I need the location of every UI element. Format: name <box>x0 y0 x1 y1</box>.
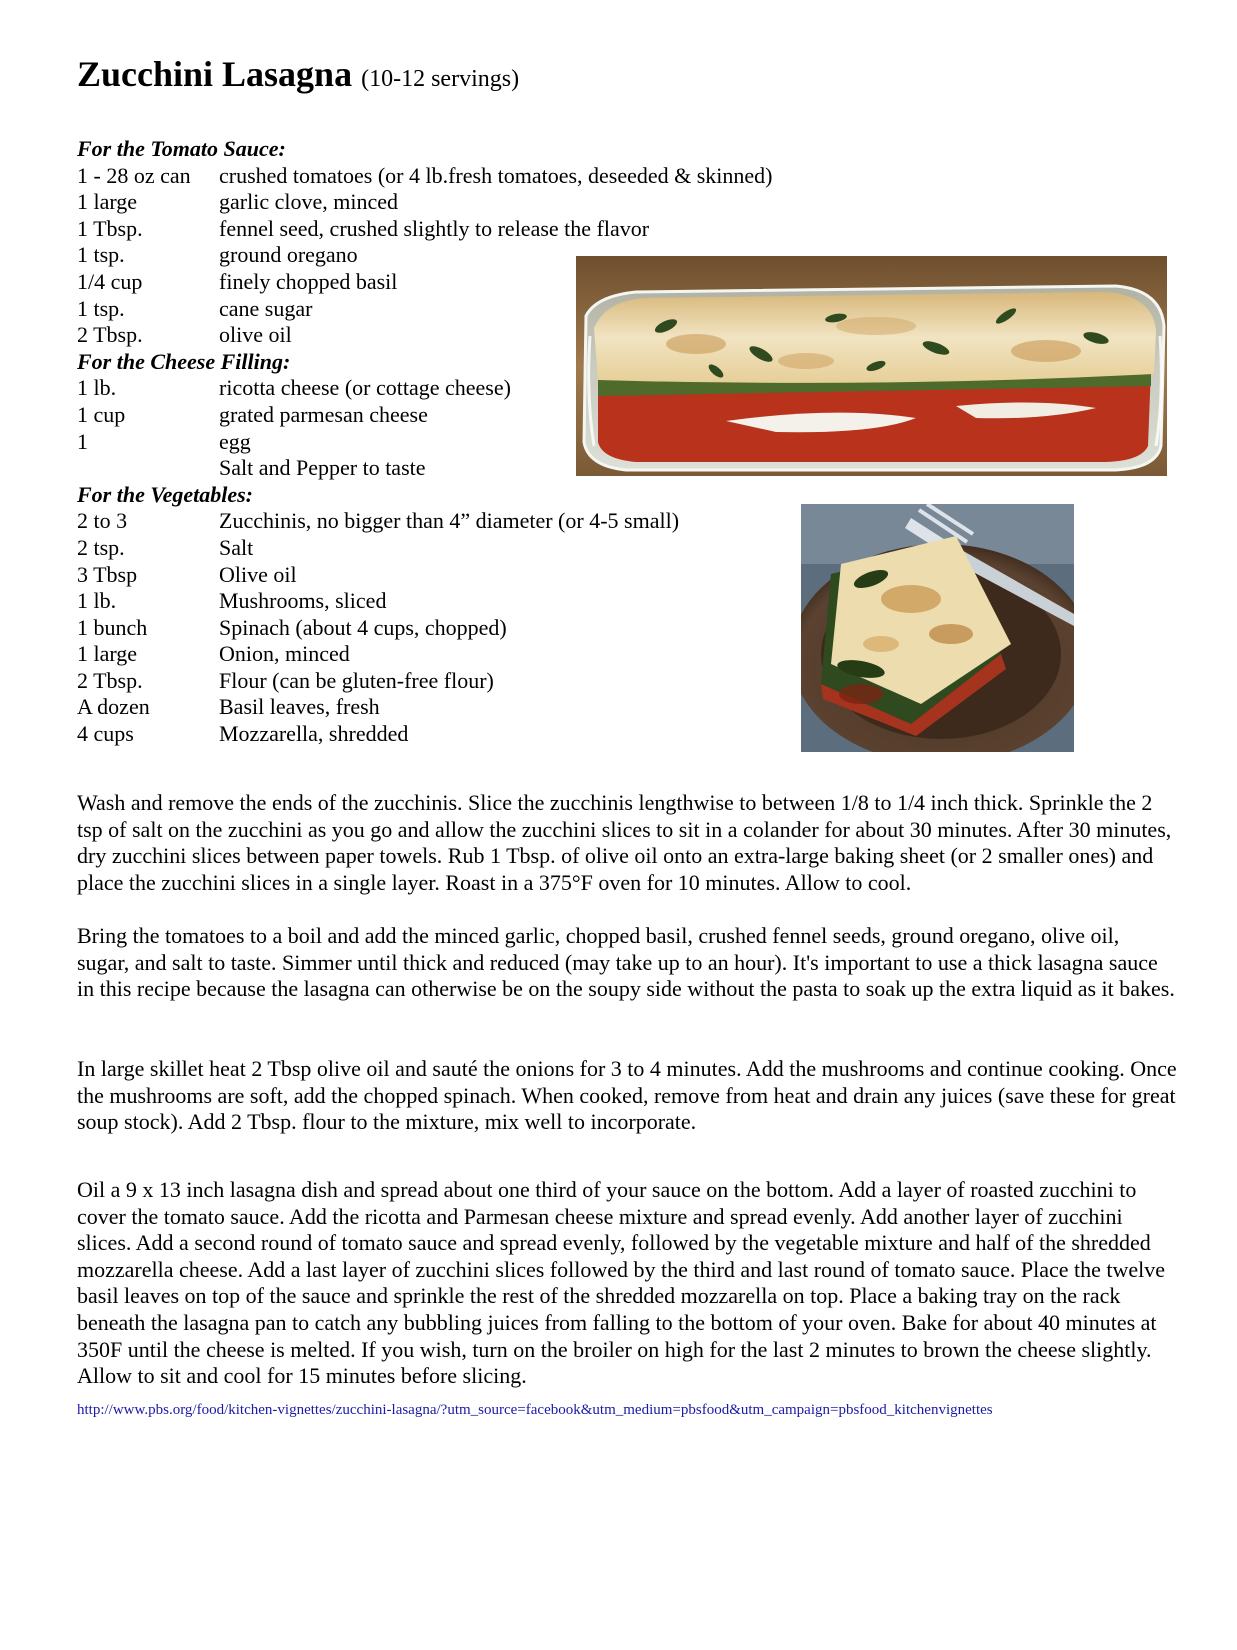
section-heading-tomato-sauce: For the Tomato Sauce: <box>77 136 286 161</box>
ingredient-item: ground oregano <box>219 242 358 268</box>
ingredient-row <box>77 189 398 216</box>
ingredient-qty: 2 tsp. <box>77 534 125 560</box>
ingredient-qty: 1 <box>77 428 88 454</box>
instruction-paragraph: In large skillet heat 2 Tbsp olive oil and sauté the onions for 3 to 4 minutes. Add the mushrooms and continue cooking. Once the mushrooms are soft, add the chopped spinach. When cooked, remove from heat and drain any juices (save these for great soup stock). Add 2 Tbsp. flour to the mixture, mix well to incorporate. <box>77 1056 1177 1135</box>
ingredient-item: Spinach (about 4 cups, chopped) <box>219 614 507 640</box>
ingredient-item: olive oil <box>219 322 292 348</box>
ingredient-item: Salt <box>219 534 254 560</box>
ingredient-qty: 2 Tbsp. <box>77 322 143 348</box>
ingredient-qty: 1 large <box>77 189 138 215</box>
ingredient-qty: 3 Tbsp <box>77 561 138 587</box>
ingredient-row <box>77 375 511 402</box>
ingredient-qty: 2 to 3 <box>77 508 128 534</box>
ingredient-qty: 1 lb. <box>77 588 117 614</box>
ingredient-item: ricotta cheese (or cottage cheese) <box>219 375 511 401</box>
ingredient-row <box>77 429 290 456</box>
recipe-title <box>77 52 519 101</box>
ingredient-row <box>77 667 494 695</box>
ingredient-qty: A dozen <box>77 694 150 720</box>
lasagna-slice-photo <box>801 504 1074 752</box>
ingredient-qty: 1 Tbsp. <box>77 215 143 241</box>
ingredient-qty: 1 cup <box>77 401 126 427</box>
source-url: http://www.pbs.org/food/kitchen-vignettes/zucchini-lasagna/?utm_source=facebook&utm_medium=pbsfood&utm_campaign=pbsfood_kitchenvignettes <box>77 1402 993 1418</box>
ingredient-item: egg <box>219 428 251 454</box>
ingredient-row <box>77 455 426 482</box>
ingredient-item: fennel seed, crushed slightly to release the flavor <box>219 215 650 241</box>
ingredient-row <box>77 322 290 349</box>
ingredient-item: Basil leaves, fresh <box>219 694 380 720</box>
ingredient-item: crushed tomatoes (or 4 lb.fresh tomatoes, deseeded & skinned) <box>219 162 773 188</box>
ingredient-item: Onion, minced <box>219 641 350 667</box>
lasagna-dish-photo <box>576 256 1167 476</box>
ingredient-row <box>77 295 313 323</box>
ingredient-qty: 1 - 28 oz can <box>77 162 191 188</box>
ingredient-item: cane sugar <box>219 295 313 321</box>
ingredients-list <box>77 136 773 748</box>
section-heading-cheese-filling: For the Cheese Filling: <box>77 348 291 374</box>
ingredient-row <box>77 242 358 269</box>
ingredient-item: Mushrooms, sliced <box>219 588 387 614</box>
instruction-paragraph: Wash and remove the ends of the zucchinis. Slice the zucchinis lengthwise to between 1/8 to 1/4 inch thick. Sprinkle the 2 tsp of salt on the zucchini as you go and allow the zucchini slices to sit in a colander for about 30 minutes. After 30 minutes, dry zucchini slices between paper towels. Rub 1 Tbsp. of olive oil onto an extra-large baking sheet (or 2 smaller ones) and place the zucchini slices in a single layer. Roast in a 375°F oven for 10 minutes. Allow to cool. <box>77 790 1172 895</box>
ingredient-item: garlic clove, minced <box>219 189 398 215</box>
ingredient-qty: 1/4 cup <box>77 268 143 294</box>
ingredient-row <box>77 401 428 429</box>
ingredient-qty: 1 lb. <box>77 375 117 401</box>
ingredient-row <box>77 508 680 535</box>
ingredient-row <box>77 694 380 721</box>
ingredient-qty: 1 tsp. <box>77 295 125 321</box>
ingredient-row <box>77 535 290 562</box>
ingredient-row <box>77 268 398 296</box>
ingredient-qty: 4 cups <box>77 721 134 747</box>
ingredient-row <box>77 162 773 190</box>
ingredient-row <box>77 215 650 243</box>
ingredient-qty: 1 bunch <box>77 614 148 640</box>
instruction-paragraph: Bring the tomatoes to a boil and add the minced garlic, chopped basil, crushed fennel seeds, ground oregano, olive oil, sugar, and salt to taste. Simmer until thick and reduced (may take up to an hour). It's important to use a thick lasagna sauce in this recipe because the lasagna can otherwise be on the soupy side without the pasta to soak up the extra liquid as it bakes. <box>77 923 1175 1002</box>
ingredient-item: Flour (can be gluten-free flour) <box>219 667 494 693</box>
ingredient-qty: 1 large <box>77 641 138 667</box>
servings-count: (10-12 servings) <box>361 66 520 92</box>
ingredient-qty: 2 Tbsp. <box>77 667 143 693</box>
ingredient-row <box>77 614 507 642</box>
ingredient-row <box>77 561 297 589</box>
section-heading-vegetables: For the Vegetables: <box>77 481 253 507</box>
ingredient-item: Zucchinis, no bigger than 4” diameter (or 4-5 small) <box>219 508 680 534</box>
ingredient-item: finely chopped basil <box>219 268 398 294</box>
ingredient-row <box>77 588 387 615</box>
ingredient-qty: 1 tsp. <box>77 242 125 268</box>
ingredient-row <box>77 721 409 748</box>
ingredient-item: grated parmesan cheese <box>219 401 428 427</box>
ingredient-row <box>77 641 350 668</box>
ingredient-item: Salt and Pepper to taste <box>219 455 426 481</box>
ingredient-item: Mozzarella, shredded <box>219 721 409 747</box>
instruction-paragraph: Oil a 9 x 13 inch lasagna dish and spread about one third of your sauce on the bottom. Add a layer of roasted zucchini to cover the tomato sauce. Add the ricotta and Parmesan cheese mixture and spread evenly. Add another layer of zucchini slices. Add a second round of tomato sauce and spread evenly, followed by the vegetable mixture and half of the shredded mozzarella cheese. Add a last layer of zucchini slices followed by the third and last round of tomato sauce. Place the twelve basil leaves on top of the sauce and sprinkle the rest of the shredded mozzarella on top. Place a baking tray on the rack beneath the lasagna pan to catch any bubbling juices from falling to the bottom of your oven. Bake for about 40 minutes at 350F until the cheese is melted. If you wish, turn on the broiler on high for the last 2 minutes to brown the cheese slightly. Allow to sit and cool for 15 minutes before slicing. <box>77 1177 1166 1389</box>
recipe-title-text: Zucchini Lasagna <box>77 54 353 94</box>
ingredient-item: Olive oil <box>219 561 297 587</box>
